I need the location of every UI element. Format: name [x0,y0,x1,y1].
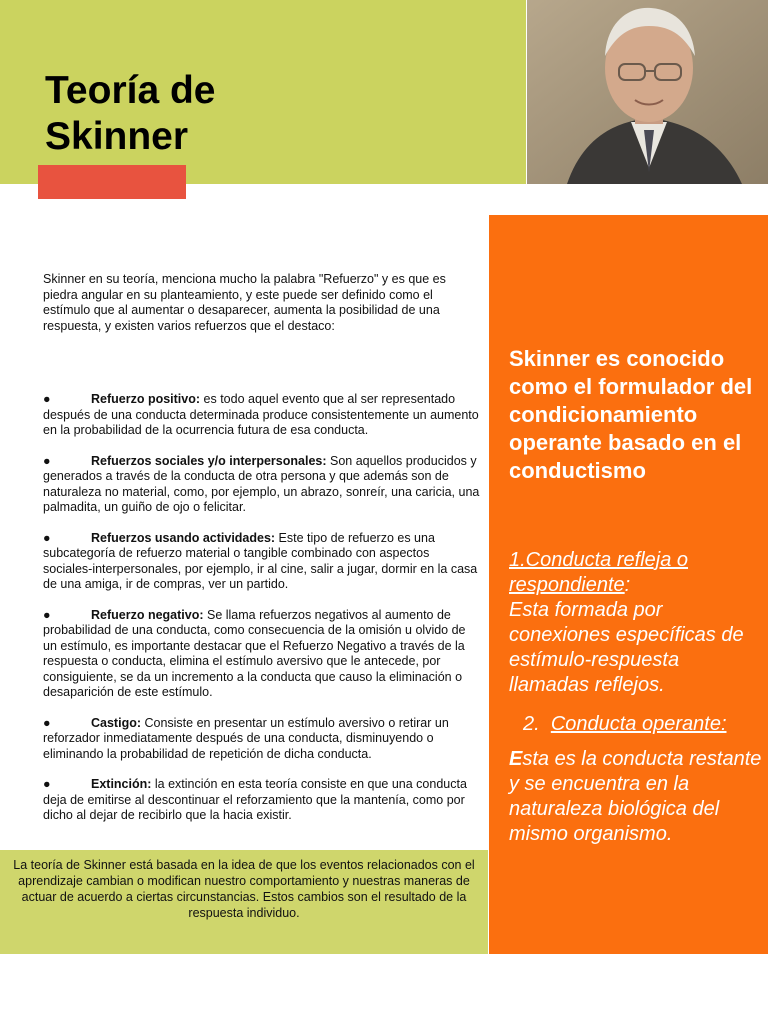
panel-heading: Skinner es conocido como el formulador del condicionamiento operante basado en el conductismo [509,346,753,483]
item-text: es todo aquel evento que al ser representado después de una conducta determinada produce consistentemente un aumento en la probabilidad de la ocurrencia futura de esa conducta. [43,392,479,437]
page-title [45,68,365,160]
title-line-2: Skinner [45,115,189,158]
reflex-behavior-colon: : [624,574,631,596]
operant-number: 2. [523,713,540,735]
item-text: Son aquellos producidos y generados a través de la conducta de otra persona y que además son de naturaleza no material, como, por ejemplo, un abrazo, sonreír, una caricia, una palmadita, un guiño de ojo o felicitar. [43,453,480,514]
item-text: Consiste en presentar un estímulo aversivo o retirar un reforzador inmediatamente después de una conducta, disminuyendo o eliminando la probabilidad de repetición de dicha conducta. [43,715,449,761]
list-item [43,531,481,593]
panel-body [509,548,764,847]
operant-text: sta es la conducta restante y se encuentra en la naturaleza biológica del mismo organismo. [509,748,762,845]
reflex-behavior-title: 1.Conducta refleja o respondiente [509,549,689,596]
bullet-icon: ● [43,777,51,791]
operant-title: Conducta operante: [550,713,727,735]
item-term: Castigo: [91,715,141,730]
bullet-icon: ● [43,607,51,622]
bullet-icon: ● [43,453,51,468]
item-term: Extinción: [91,777,152,791]
list-item [43,716,481,763]
red-accent-bar [38,165,186,199]
list-item [43,608,481,701]
item-term: Refuerzos sociales y/o interpersonales: [91,453,327,468]
item-text: la extinción en esta teoría consiste en que una conducta deja de emitirse al descontinuar el reforzamiento que la mantenía, como por dicho al dejar de recibirlo que la hacia existir. [43,777,467,822]
item-text: Se llama refuerzos negativos al aumento de probabilidad de una conducta, como consecuencia de la omisión u olvido de un estímulo, es importante destacar que el Refuerzo Negativo a través de la respuesta o conducta, elimina el estímulo aversivo que le antecede, por consiguiente, se da un incremento a la conducta que causo la eliminación o desaparición de este estímulo. [43,607,466,699]
list-item [43,392,481,439]
intro-paragraph: Skinner en su teoría, menciona mucho la palabra "Refuerzo" y es que es piedra angular en su planteamiento, y este puede ser definido como el estímulo que al aumentar o desaparecer, aumenta la posibilidad de una respuesta, y existen varios refuerzos que el destaco: [43,272,446,333]
title-line-1: Teoría de [45,69,216,112]
item-term: Refuerzo positivo: [91,392,201,406]
summary-text: La teoría de Skinner está basada en la idea de que los eventos relacionados con el aprendizaje cambian o modifican nuestro comportamiento y nuestras maneras de actuar de acuerdo a ciertas circunstancias. Estos cambios son el resultado de la respuesta individuo. [13,858,475,920]
item-text: Este tipo de refuerzo es una subcategoría de refuerzo material o tangible combinado con aspectos sociales-interpersonales, por ejemplo, ir al cine, salir a jugar, dormir en la casa de una amiga, ir de compras, ver un partido. [43,530,478,591]
operant-behavior-heading [509,712,764,737]
reflex-behavior-text: Esta formada por conexiones específicas de estímulo-respuesta llamadas reflejos. [509,599,744,696]
list-item [43,777,481,824]
portrait-photo-icon [527,0,768,184]
bullet-icon: ● [43,715,51,730]
list-item [43,454,481,516]
item-term: Refuerzo negativo: [91,607,204,622]
bullet-icon: ● [43,530,51,545]
reflex-behavior-block [509,548,764,698]
reinforcement-list [43,392,481,839]
item-term: Refuerzos usando actividades: [91,530,276,545]
operant-behavior-text [509,747,764,847]
operant-initial-letter: E [509,748,523,770]
bullet-icon: ● [43,392,51,406]
